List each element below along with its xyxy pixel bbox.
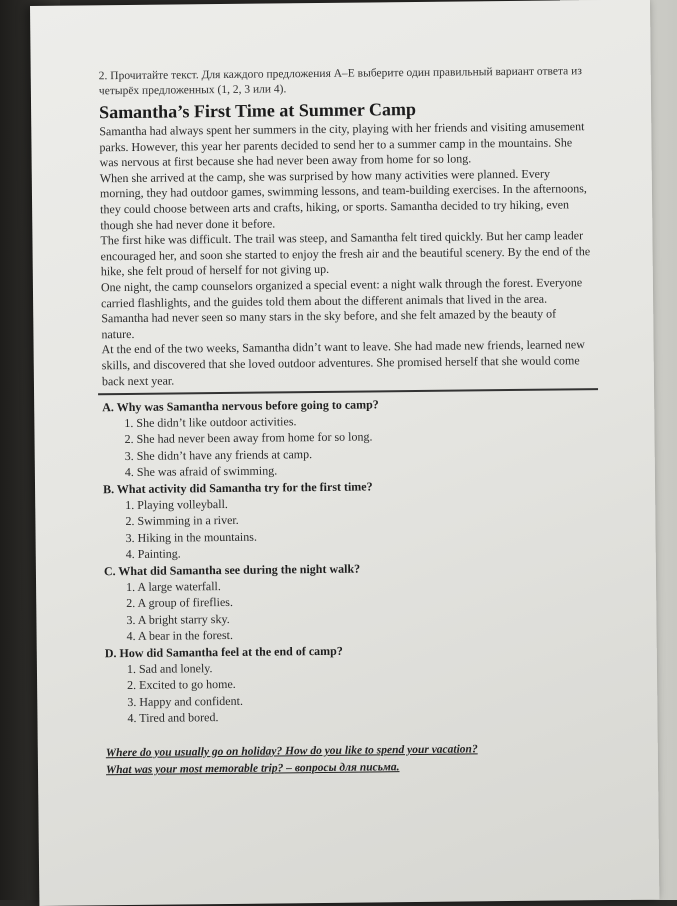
question-b <box>103 476 594 563</box>
answer-option: 1. Playing volleyball. <box>125 496 228 512</box>
story-paragraph: The first hike was difficult. The trail was steep, and Samantha felt tired quickly. But her camp leader encouraged her, and soon she started to enjoy the fresh air and the beautiful scenery. By the end of the hike, she felt proud of herself for not giving up. <box>100 228 591 279</box>
answer-option: 4. A bear in the forest. <box>126 628 233 644</box>
writing-prompt-line: What was your most memorable trip? – вопросы для письма. <box>105 760 400 776</box>
question-a <box>102 394 593 481</box>
answer-option: 2. Excited to go home. <box>127 676 236 693</box>
story-paragraph: At the end of the two weeks, Samantha didn’t want to leave. She had made new friends, learned new skills, and discovered that she loved outdoor adventures. She promised herself that she would come back next year. <box>101 337 585 388</box>
answer-options <box>103 492 594 563</box>
question-label: B. What activity did Samantha try for the first time? <box>102 479 373 496</box>
worksheet-content <box>99 64 596 779</box>
story-title: Samantha’s First Time at Summer Camp <box>99 98 417 123</box>
answer-option: 1. Sad and lonely. <box>126 660 213 676</box>
answer-option: 2. She had never been away from home for so long. <box>124 429 373 447</box>
answer-option: 4. Tired and bored. <box>127 710 219 726</box>
question-label: A. Why was Samantha nervous before going to camp? <box>102 396 379 414</box>
answer-option: 2. A group of fireflies. <box>126 595 233 611</box>
answer-options <box>105 656 596 727</box>
answer-option: 3. She didn’t have any friends at camp. <box>124 446 313 463</box>
writing-prompt-line: Where do you usually go on holiday? How do you like to spend your vacation? <box>105 742 478 759</box>
question-label: C. What did Samantha see during the night walk? <box>103 561 361 578</box>
answer-option: 4. She was afraid of swimming. <box>124 463 278 480</box>
story-text <box>99 119 592 389</box>
story-paragraph: When she arrived at the camp, she was surprised by how many activities were planned. Every morning, they had outdoor games, swimming lessons, and team-building exercises. In the afternoons, they could choose between arts and crafts, hiking, or sports. Samantha decided to try hiking, even though she had never done it before. <box>99 166 587 232</box>
answer-option: 2. Swimming in a river. <box>125 512 239 529</box>
question-label: D. How did Samantha feel at the end of camp? <box>104 643 343 660</box>
question-d <box>105 640 596 727</box>
paper-sheet <box>30 0 659 906</box>
answer-option: 1. She didn’t like outdoor activities. <box>124 413 297 430</box>
question-c <box>104 558 595 645</box>
story-paragraph: Samantha had always spent her summers in the city, playing with her friends and visiting amusement parks. However, this year her parents decided to send her to a summer camp in the mountains. She was nervous at first because she had never been away from home for so long. <box>99 119 585 170</box>
answer-option: 4. Painting. <box>125 546 181 562</box>
answer-option: 3. Happy and confident. <box>127 693 243 709</box>
story-paragraph: One night, the camp counselors organized a special event: a night walk through the forest. Everyone carried flashlights, and the guides told them about the different animals that lived in the area. Samantha had never seen so many stars in the sky before, and she felt amazed by the beauty of nature. <box>100 275 583 341</box>
answer-option: 1. A large waterfall. <box>126 578 221 594</box>
answer-option: 3. Hiking in the mountains. <box>125 529 257 545</box>
questions-block <box>102 394 595 727</box>
answer-option: 3. A bright starry sky. <box>126 611 230 627</box>
answer-options <box>102 410 593 481</box>
answer-options <box>104 574 595 645</box>
writing-prompt <box>106 740 596 779</box>
task-instruction: 2. Прочитайте текст. Для каждого предложения A–E выберите один правильный вариант ответа из четырёх предложенных (1, 2, 3 или 4). <box>98 65 582 98</box>
